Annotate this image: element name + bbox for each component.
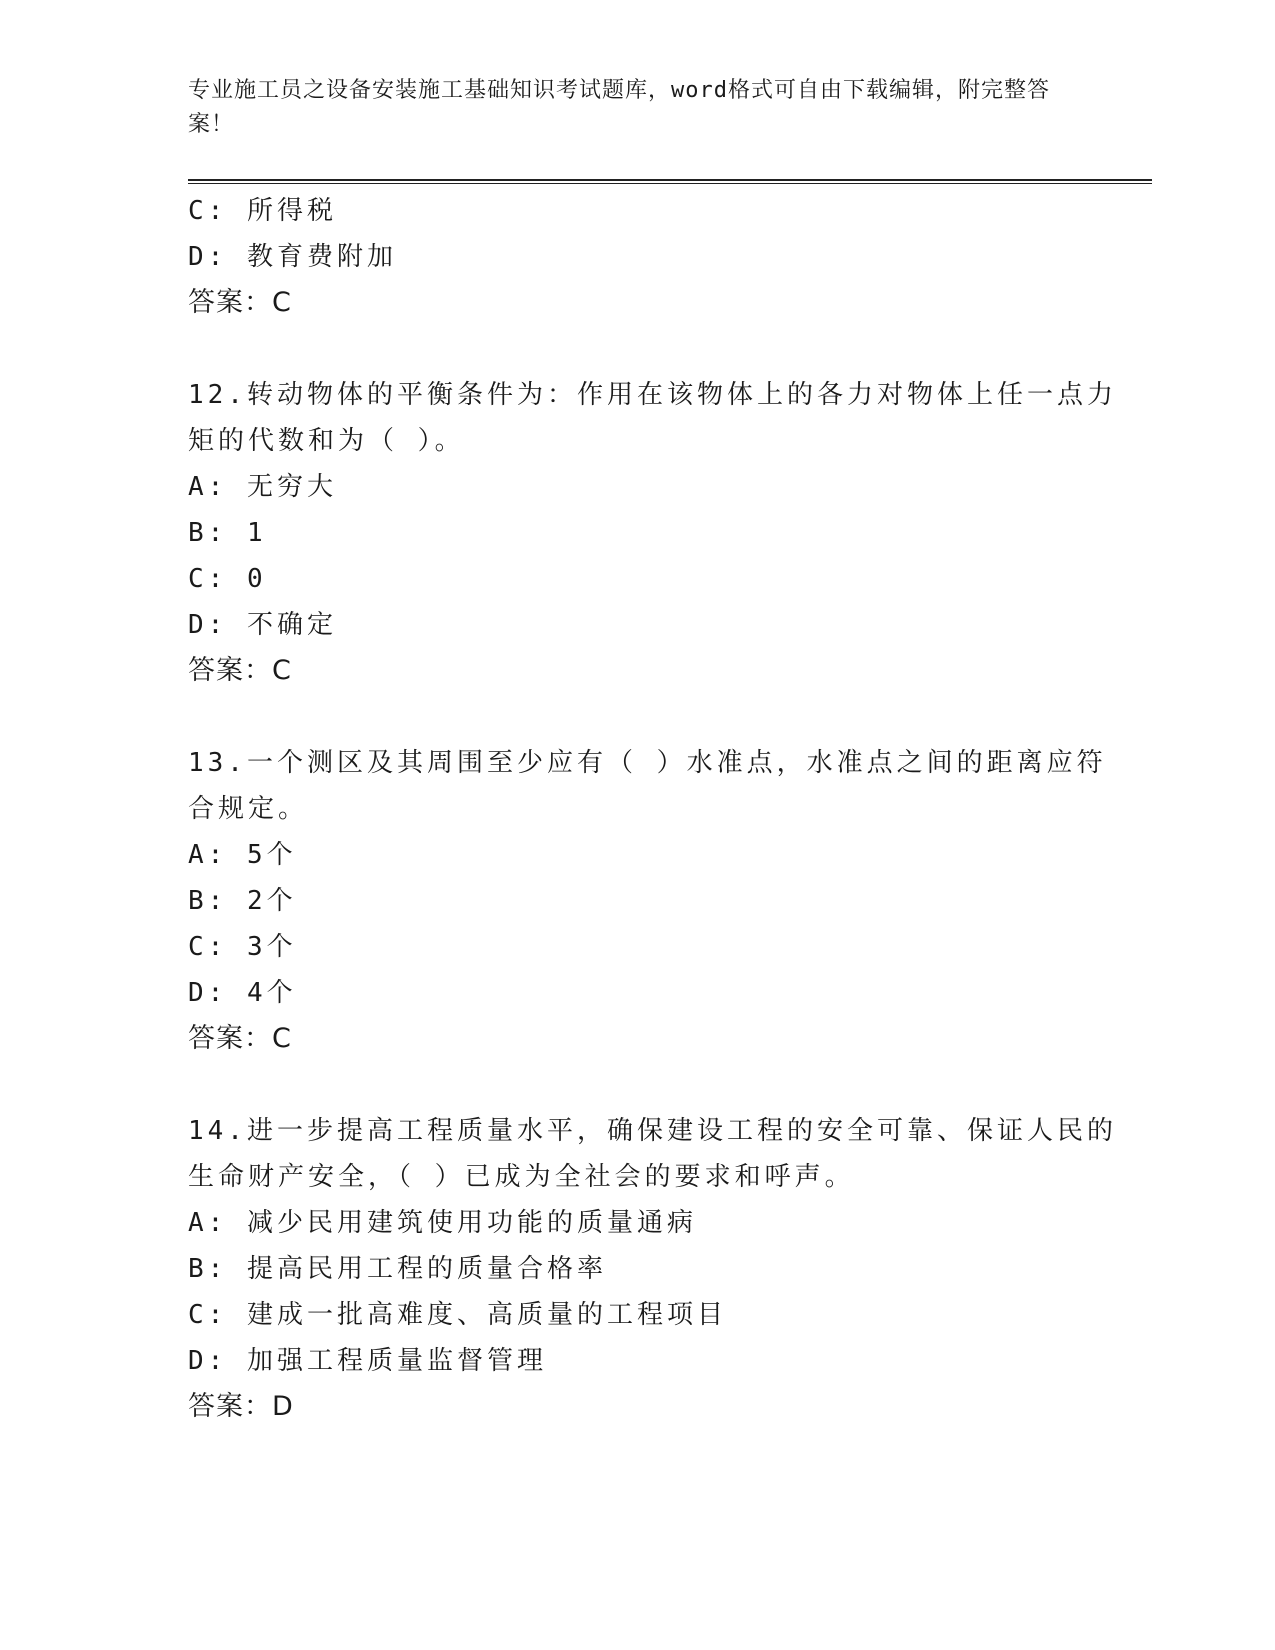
question-stem-line: 生命财产安全，（ ）已成为全社会的要求和呼声。 (188, 1162, 855, 1192)
answer: 答案：C (188, 655, 292, 686)
question-12 (188, 372, 1117, 694)
question-stem-line: 14.进一步提高工程质量水平，确保建设工程的安全可靠、保证人民的 (188, 1116, 1117, 1146)
option-d: D: 教育费附加 (188, 242, 397, 272)
option-b: B: 1 (188, 518, 267, 548)
option-a: A: 减少民用建筑使用功能的质量通病 (188, 1208, 697, 1238)
option-d: D: 不确定 (188, 610, 337, 640)
option-c: C: 0 (188, 564, 267, 594)
question-stem-line: 12.转动物体的平衡条件为：作用在该物体上的各力对物体上任一点力 (188, 380, 1117, 410)
question-14 (188, 1108, 1117, 1430)
option-c: C: 3个 (188, 932, 297, 962)
option-d: D: 加强工程质量监督管理 (188, 1346, 547, 1376)
option-b: B: 2个 (188, 886, 297, 916)
answer: 答案：D (188, 1391, 294, 1422)
question-list (188, 188, 1117, 1430)
option-a: A: 无穷大 (188, 472, 337, 502)
spacer (188, 326, 1088, 372)
option-b: B: 提高民用工程的质量合格率 (188, 1254, 607, 1284)
option-d: D: 4个 (188, 978, 297, 1008)
spacer (188, 694, 1088, 740)
question-13 (188, 740, 1107, 1062)
option-a: A: 5个 (188, 840, 297, 870)
question-stem-line: 13.一个测区及其周围至少应有（ ）水准点，水准点之间的距离应符 (188, 748, 1107, 778)
header-divider-thick (188, 179, 1152, 181)
document-header: 专业施工员之设备安装施工基础知识考试题库，word格式可自由下载编辑，附完整答案！ (188, 78, 1050, 137)
header-divider-thin (188, 183, 1152, 184)
answer: 答案：C (188, 287, 292, 318)
question-stem-line: 矩的代数和为（ ）。 (188, 426, 465, 456)
answer: 答案：C (188, 1023, 292, 1054)
continued-question (188, 188, 1088, 326)
question-stem-line: 合规定。 (188, 794, 309, 824)
spacer (188, 1062, 1088, 1108)
option-c: C: 所得税 (188, 196, 337, 226)
option-c: C: 建成一批高难度、高质量的工程项目 (188, 1300, 727, 1330)
